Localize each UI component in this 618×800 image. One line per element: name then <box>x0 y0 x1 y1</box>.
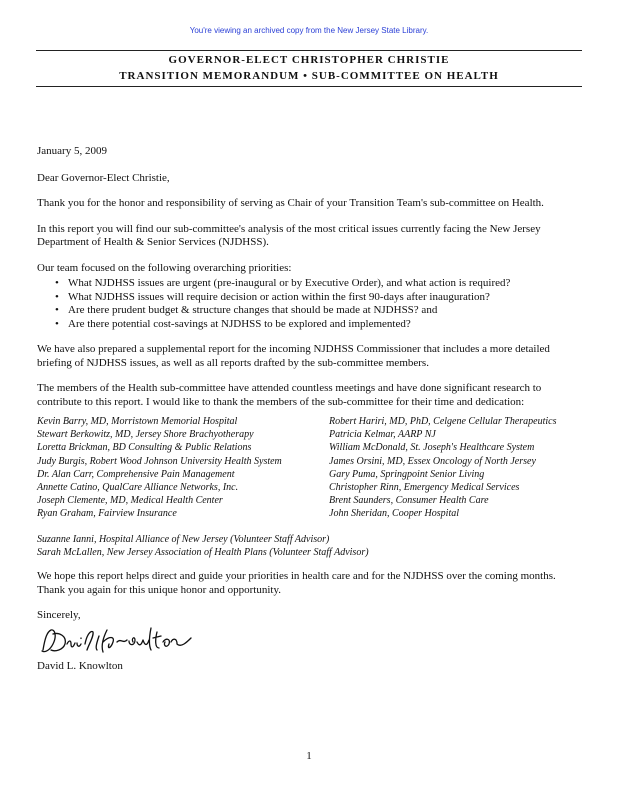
members-list <box>37 415 585 521</box>
page-number: 1 <box>306 750 312 762</box>
paragraph-closing: We hope this report helps direct and guide your priorities in health care and for the NJDHSS over the coming months. Thank you again for this unique honor and opportunity. <box>37 570 556 596</box>
list-item: • What NJDHSS issues will require decision or action within the first 90-days after inauguration? <box>37 291 585 305</box>
member-name: Judy Burgis, Robert Wood Johnson University Health System <box>37 455 282 467</box>
member-name: Christopher Rinn, Emergency Medical Services <box>329 482 520 494</box>
member-name: Brent Saunders, Consumer Health Care <box>329 495 489 507</box>
list-item: • Are there prudent budget & structure changes that should be made at NJDHSS? and <box>37 304 585 318</box>
member-name: James Orsini, MD, Essex Oncology of North Jersey <box>329 455 536 467</box>
member-name: Dr. Alan Carr, Comprehensive Pain Management <box>37 468 235 480</box>
handwritten-signature <box>37 624 207 658</box>
signature-image <box>37 624 585 658</box>
header-line-1: GOVERNOR-ELECT CHRISTOPHER CHRISTIE <box>168 54 450 66</box>
member-name: William McDonald, St. Joseph's Healthcare System <box>329 442 535 454</box>
letter-date: January 5, 2009 <box>37 145 107 157</box>
members-column-left <box>37 415 329 521</box>
member-name: Ryan Graham, Fairview Insurance <box>37 508 177 520</box>
paragraph-supplemental: We have also prepared a supplemental report for the incoming NJDHSS Commissioner that includes a more detailed briefing of NJDHSS issues, as well as all reports drafted by the sub-committee members. <box>37 343 550 369</box>
archive-banner: You're viewing an archived copy from the New Jersey State Library. <box>189 26 429 35</box>
member-name: Joseph Clemente, MD, Medical Health Center <box>37 495 223 507</box>
header-bottom-rule <box>36 86 582 87</box>
member-name: Patricia Kelmar, AARP NJ <box>329 429 436 441</box>
member-name: Annette Catino, QualCare Alliance Networks, Inc. <box>37 482 239 494</box>
advisor-name: Sarah McLallen, New Jersey Association of Health Plans (Volunteer Staff Advisor) <box>37 546 369 558</box>
member-name: Gary Puma, Springpoint Senior Living <box>329 468 485 480</box>
member-name: Robert Hariri, MD, PhD, Celgene Cellular Therapeutics <box>329 416 557 427</box>
member-name: John Sheridan, Cooper Hospital <box>329 508 459 520</box>
priorities-list <box>37 277 585 331</box>
paragraph-members-intro: The members of the Health sub-committee have attended countless meetings and have done significant research to contribute to this report. I would like to thank the members of the sub-committee for their time and dedication: <box>37 382 542 408</box>
letter-body <box>37 145 585 673</box>
advisors-list <box>37 533 585 559</box>
memo-header <box>36 52 582 84</box>
signature-label: David L. Knowlton <box>37 623 45 625</box>
salutation: Dear Governor-Elect Christie, <box>37 171 170 184</box>
advisor-name: Suzanne Ianni, Hospital Alliance of New Jersey (Volunteer Staff Advisor) <box>37 533 330 545</box>
paragraph-report: In this report you will find our sub-committee's analysis of the most critical issues currently facing the New Jersey Department of Health & Senior Services (NJDHSS). <box>37 222 541 248</box>
header-line-2: TRANSITION MEMORANDUM • SUB-COMMITTEE ON HEALTH <box>119 70 499 82</box>
paragraph-priorities-intro: Our team focused on the following overarching priorities: <box>37 261 292 274</box>
signer-name: David L. Knowlton <box>37 659 123 672</box>
member-name: Stewart Berkowitz, MD, Jersey Shore Brachyotherapy <box>37 429 254 441</box>
list-item: • What NJDHSS issues are urgent (pre-inaugural or by Executive Order), and what action is required? <box>37 277 585 291</box>
list-item: • Are there potential cost-savings at NJDHSS to be explored and implemented? <box>37 318 585 332</box>
members-column-right <box>329 415 585 521</box>
member-name: Loretta Brickman, BD Consulting & Public Relations <box>37 442 252 454</box>
paragraph-thanks: Thank you for the honor and responsibility of serving as Chair of your Transition Team's sub-committee on Health. <box>37 197 544 209</box>
member-name: Kevin Barry, MD, Morristown Memorial Hospital <box>37 416 238 427</box>
closing: Sincerely, <box>37 609 81 622</box>
header-top-rule <box>36 50 582 51</box>
